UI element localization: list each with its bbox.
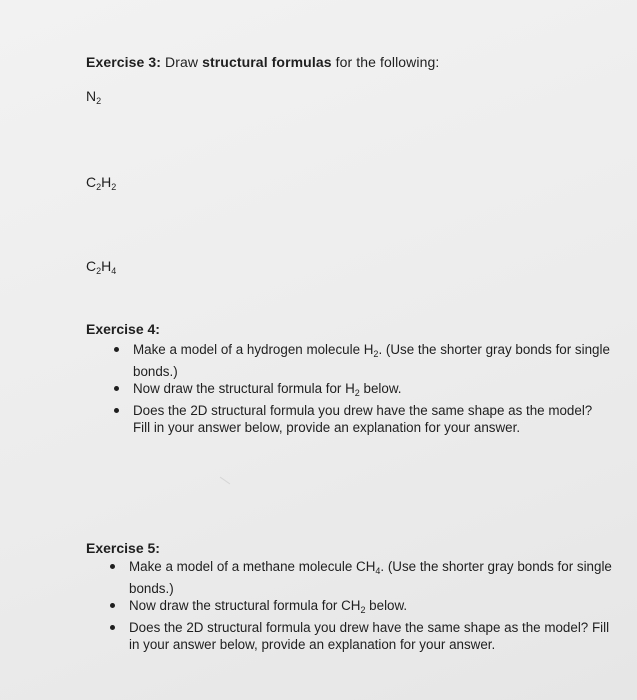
ex4-b1-sub: 2 <box>373 349 379 359</box>
formula-c2h4-c: C <box>86 258 97 274</box>
list-item <box>108 619 618 653</box>
ex4-b2-text-b: below. <box>359 381 402 396</box>
bullet-icon <box>114 347 119 352</box>
list-item <box>112 380 612 402</box>
formula-c2h2 <box>86 174 116 192</box>
ex5-b2-text-a: Now draw the structural formula for CH <box>129 598 361 613</box>
ex5-b1-sub: 4 <box>375 566 381 576</box>
ex5-b1-text-b: . (Use the shorter gray bonds for single bonds.) <box>129 559 612 596</box>
formula-c2h4-h-sub: 4 <box>111 266 117 276</box>
list-item <box>112 402 612 436</box>
formula-n2-sub: 2 <box>96 96 102 106</box>
ex5-b2-text-b: below. <box>365 598 408 613</box>
faint-pen-mark <box>220 477 230 485</box>
ex4-b1-text-b: . (Use the shorter gray bonds for single bonds.) <box>133 342 610 379</box>
exercise-3-structural-formulas: structural formulas <box>202 54 332 70</box>
ex5-b1-text-a: Make a model of a methane molecule CH <box>129 559 376 574</box>
ex4-b2-sub: 2 <box>354 388 360 398</box>
exercise-3-text-2: for the following: <box>331 54 440 70</box>
formula-c2h4-h: H <box>101 258 112 274</box>
bullet-icon <box>110 603 115 608</box>
ex5-b3-text: Does the 2D structural formula you drew have the same shape as the model? Fill in your answer below, provide an explanation for your answer. <box>129 620 610 652</box>
exercise-3-title <box>86 54 439 70</box>
exercise-3-label: Exercise 3: <box>86 54 162 70</box>
bullet-icon <box>114 408 119 413</box>
ex4-b3-text: Does the 2D structural formula you drew have the same shape as the model? Fill in your answer below, provide an explanation for your answer. <box>133 403 593 435</box>
formula-c2h2-c-sub: 2 <box>96 182 102 192</box>
ex4-b2-text-a: Now draw the structural formula for H <box>133 381 355 396</box>
list-item <box>108 558 618 597</box>
exercise-5-heading: Exercise 5: <box>86 540 160 556</box>
list-item <box>108 597 618 619</box>
exercise-4-heading: Exercise 4: <box>86 321 160 337</box>
exercise-5-list <box>108 558 618 653</box>
list-item <box>112 341 612 380</box>
formula-c2h4 <box>86 258 116 276</box>
exercise-3-text-1: Draw <box>161 54 203 70</box>
formula-c2h2-h: H <box>101 174 112 190</box>
formula-c2h2-h-sub: 2 <box>111 182 117 192</box>
formula-c2h2-c: C <box>86 174 97 190</box>
bullet-icon <box>110 625 115 630</box>
ex5-b2-sub: 2 <box>360 605 366 615</box>
formula-c2h4-c-sub: 2 <box>96 266 102 276</box>
formula-n2-base: N <box>86 88 97 104</box>
bullet-icon <box>114 386 119 391</box>
formula-n2 <box>86 88 101 106</box>
exercise-4-list <box>112 341 612 436</box>
bullet-icon <box>110 564 115 569</box>
ex4-b1-text-a: Make a model of a hydrogen molecule H <box>133 342 374 357</box>
